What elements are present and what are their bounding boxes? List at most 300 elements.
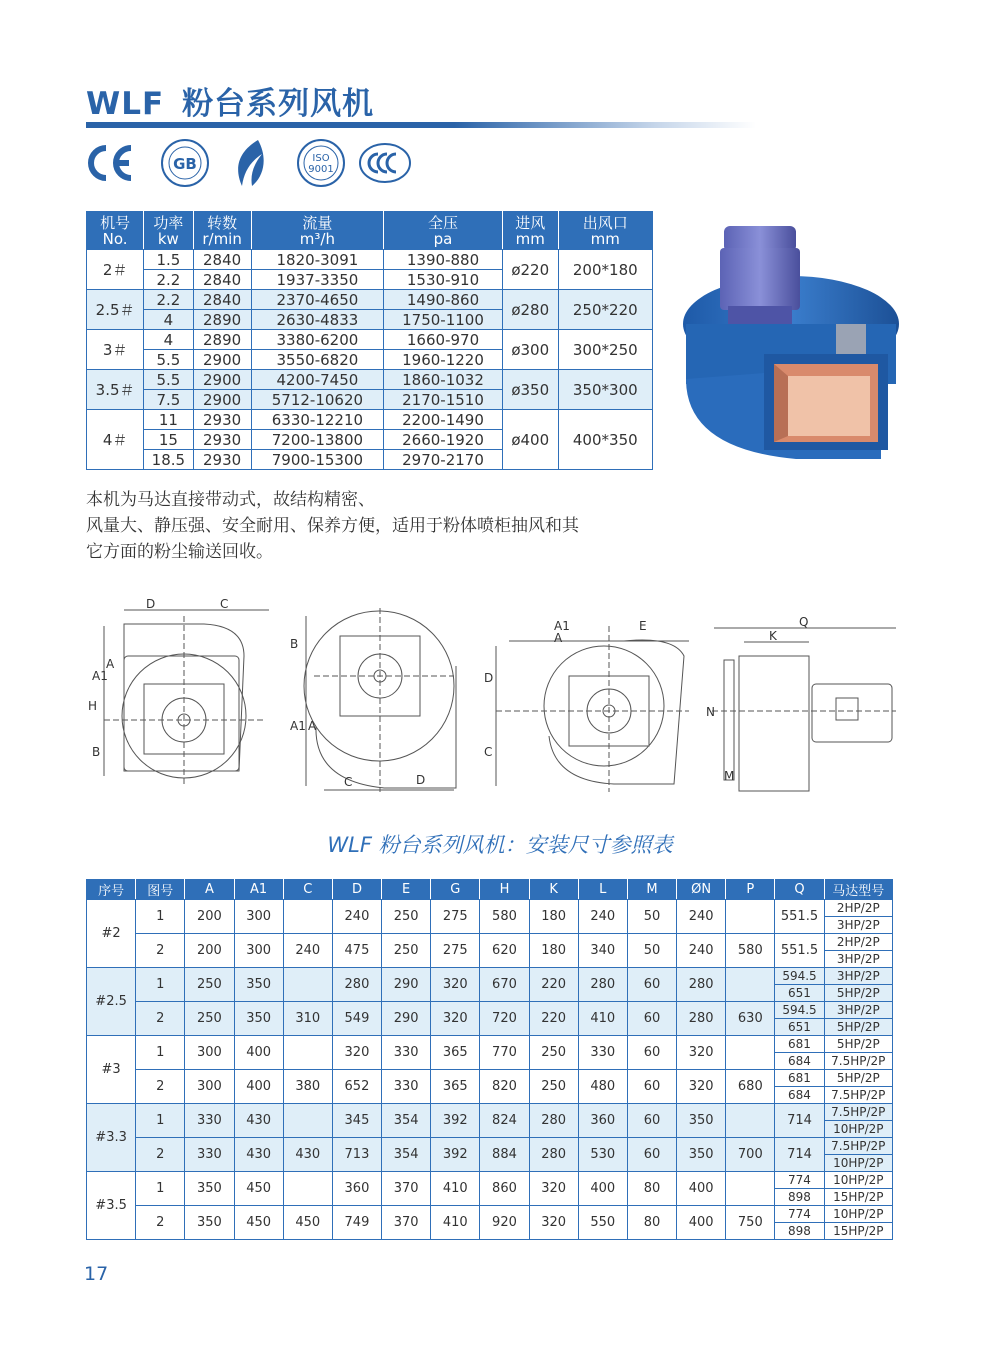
dimension-cell: 250 (382, 900, 431, 934)
dims-column-header: 马达型号 (824, 880, 892, 900)
dimension-cell: 392 (431, 1104, 480, 1138)
drawing-label: H (88, 699, 98, 713)
drawing-label: A (106, 657, 115, 671)
dimension-cell: 400 (234, 1036, 283, 1070)
product-description (86, 487, 686, 565)
spec-row (87, 290, 653, 310)
drawing-label: D (416, 773, 426, 787)
motor-model-cell: 7.5HP/2P (824, 1053, 892, 1070)
dimension-cell: 770 (480, 1036, 529, 1070)
figure-number-cell: 2 (136, 1206, 185, 1240)
dimension-cell: 354 (382, 1138, 431, 1172)
spec-cell: 2200-1490 (384, 410, 503, 430)
dimension-cell: 320 (677, 1070, 726, 1104)
motor-model-cell: 15HP/2P (824, 1223, 892, 1240)
spec-cell: 4 (144, 310, 193, 330)
spec-cell: 2970-2170 (384, 450, 503, 470)
outlet-cell: 350*300 (558, 370, 652, 410)
spec-cell: 7.5 (144, 390, 193, 410)
dimension-cell: 240 (677, 900, 726, 934)
gb-standard-icon (160, 138, 210, 188)
spec-cell: 4 (144, 330, 193, 350)
dimension-cell (283, 900, 332, 934)
drawing-label: A1 (290, 719, 306, 733)
dimension-cell: 280 (578, 968, 627, 1002)
spec-cell: 1490-860 (384, 290, 503, 310)
drawing-label: Q (799, 615, 809, 629)
header-line: 出风口 (582, 213, 628, 232)
dims-column-header: L (578, 880, 627, 900)
spec-cell: 2900 (193, 350, 251, 370)
drawing-label: B (290, 637, 299, 651)
header-line: 机号 (100, 213, 131, 232)
svg-text:GB: GB (173, 155, 197, 173)
motor-model-cell: 2HP/2P (824, 900, 892, 917)
dims-row (87, 900, 893, 917)
drawing-label: C (484, 745, 493, 759)
dimension-cell: 275 (431, 934, 480, 968)
dimension-cell: 680 (726, 1070, 775, 1104)
spec-row (87, 330, 653, 350)
figure-number-cell: 1 (136, 900, 185, 934)
dimension-cell: 280 (677, 1002, 726, 1036)
dimension-cell: 80 (627, 1172, 676, 1206)
spec-cell: 5.5 (144, 370, 193, 390)
dimension-cell: 60 (627, 1138, 676, 1172)
iso9001-icon (296, 138, 346, 188)
dimension-cell: 400 (677, 1206, 726, 1240)
spec-cell: 2840 (193, 270, 251, 290)
drawing-label: D (484, 671, 494, 685)
inlet-cell: ø300 (502, 330, 558, 370)
dimension-cell: 350 (185, 1206, 234, 1240)
dimension-cell: 320 (529, 1206, 578, 1240)
dimension-cell: 200 (185, 934, 234, 968)
dimension-cell: 450 (283, 1206, 332, 1240)
spec-cell: 7200-13800 (251, 430, 383, 450)
q-dimension-cell: 898 (775, 1223, 824, 1240)
spec-cell: 5.5 (144, 350, 193, 370)
inlet-cell: ø350 (502, 370, 558, 410)
q-dimension-cell: 681 (775, 1070, 824, 1087)
figure-number-cell: 2 (136, 1002, 185, 1036)
drawing-label: B (92, 745, 101, 759)
dimension-cell: 450 (234, 1206, 283, 1240)
dimension-cell: 290 (382, 1002, 431, 1036)
dimension-cell: 320 (431, 1002, 480, 1036)
spec-cell: 4200-7450 (251, 370, 383, 390)
dims-row (87, 1104, 893, 1121)
page-title (86, 78, 374, 123)
dimension-cell: 280 (529, 1138, 578, 1172)
dimension-cell: 330 (578, 1036, 627, 1070)
dimension-cell: 860 (480, 1172, 529, 1206)
q-dimension-cell: 594.5 (775, 1002, 824, 1019)
q-dimension-cell: 684 (775, 1053, 824, 1070)
dimension-cell: 60 (627, 1104, 676, 1138)
dimension-cell: 365 (431, 1036, 480, 1070)
dimension-cell: 450 (234, 1172, 283, 1206)
spec-row (87, 410, 653, 430)
dimension-cell: 410 (578, 1002, 627, 1036)
dimension-cell: 180 (529, 900, 578, 934)
spec-cell: 2370-4650 (251, 290, 383, 310)
outlet-cell: 300*250 (558, 330, 652, 370)
dimension-cell: 350 (185, 1172, 234, 1206)
drawing-label: A (554, 631, 563, 645)
header-unit: mm (515, 229, 545, 248)
dimension-cell: 300 (185, 1070, 234, 1104)
dimension-cell: 330 (382, 1036, 431, 1070)
description-line: 本机为马达直接带动式，故结构精密、 (86, 490, 375, 510)
dimension-cell: 370 (382, 1206, 431, 1240)
dims-group (87, 1104, 893, 1172)
dims-column-header: H (480, 880, 529, 900)
motor-model-cell: 5HP/2P (824, 1036, 892, 1053)
motor-model-cell: 5HP/2P (824, 1019, 892, 1036)
q-dimension-cell: 551.5 (775, 900, 824, 934)
energy-saving-icon (228, 138, 272, 188)
motor-model-cell: 2HP/2P (824, 934, 892, 951)
spec-column-header (144, 212, 193, 250)
dims-group (87, 1172, 893, 1240)
header-unit: No. (102, 229, 128, 248)
spec-cell: 2660-1920 (384, 430, 503, 450)
dimension-cell: 240 (283, 934, 332, 968)
dimension-table-title: WLF 粉台系列风机：安装尺寸参照表 (327, 833, 673, 857)
dims-row (87, 1036, 893, 1053)
spec-row (87, 370, 653, 390)
spec-column-header (87, 212, 144, 250)
dimension-cell: 720 (480, 1002, 529, 1036)
dimension-cell: 430 (234, 1138, 283, 1172)
dimension-cell: 620 (480, 934, 529, 968)
q-dimension-cell: 714 (775, 1138, 824, 1172)
dims-row (87, 934, 893, 951)
header-line: 进风 (515, 213, 546, 232)
dimension-cell: 300 (185, 1036, 234, 1070)
motor-model-cell: 10HP/2P (824, 1155, 892, 1172)
header-unit: pa (433, 229, 453, 248)
spec-cell: 1960-1220 (384, 350, 503, 370)
spec-cell: 1.5 (144, 250, 193, 270)
title-code: WLF (86, 86, 165, 122)
title-text: 粉台系列风机 (182, 86, 375, 122)
spec-cell: 18.5 (144, 450, 193, 470)
dimension-cell: 275 (431, 900, 480, 934)
dimension-cell: 310 (283, 1002, 332, 1036)
spec-cell: 2.2 (144, 270, 193, 290)
dimension-cell: 884 (480, 1138, 529, 1172)
spec-cell: 2900 (193, 390, 251, 410)
drawing-label: D (146, 597, 156, 611)
spec-cell: 11 (144, 410, 193, 430)
inlet-cell: ø280 (502, 290, 558, 330)
dimension-cell: 350 (677, 1138, 726, 1172)
dimension-cell: 549 (332, 1002, 381, 1036)
svg-text:9001: 9001 (308, 164, 334, 175)
spec-cell: 2630-4833 (251, 310, 383, 330)
q-dimension-cell: 774 (775, 1206, 824, 1223)
dims-column-header: ØN (677, 880, 726, 900)
figure-number-cell: 1 (136, 968, 185, 1002)
series-number-cell: #3.3 (87, 1104, 136, 1172)
spec-column-header (251, 212, 383, 250)
dimension-cell: 350 (234, 968, 283, 1002)
motor-model-cell: 5HP/2P (824, 1070, 892, 1087)
model-number-cell: 2.5＃ (87, 290, 144, 330)
dims-row (87, 1070, 893, 1087)
dimension-cell: 50 (627, 900, 676, 934)
dimension-cell: 350 (234, 1002, 283, 1036)
dimension-cell: 250 (185, 968, 234, 1002)
header-line: 转数 (207, 213, 238, 232)
dimension-cell: 370 (382, 1172, 431, 1206)
dimension-cell: 60 (627, 968, 676, 1002)
dimension-cell: 430 (283, 1138, 332, 1172)
dims-column-header: Q (775, 880, 824, 900)
model-number-cell: 3.5＃ (87, 370, 144, 410)
title-underline (86, 122, 756, 128)
dimension-cell: 280 (332, 968, 381, 1002)
spec-table (86, 211, 653, 470)
dimension-cell (726, 900, 775, 934)
description-line: 它方面的粉尘输送回收。 (86, 542, 273, 562)
header-line: 流量 (302, 213, 333, 232)
spec-cell: 1660-970 (384, 330, 503, 350)
dimension-cell (726, 1036, 775, 1070)
dims-column-header: C (283, 880, 332, 900)
dimension-cell: 330 (185, 1138, 234, 1172)
spec-cell: 15 (144, 430, 193, 450)
motor-model-cell: 3HP/2P (824, 951, 892, 968)
dimension-cell: 60 (627, 1070, 676, 1104)
drawing-front-view-1 (88, 597, 269, 786)
spec-cell: 2900 (193, 370, 251, 390)
spec-cell: 1530-910 (384, 270, 503, 290)
dimension-cell (283, 968, 332, 1002)
dimension-cell: 380 (283, 1070, 332, 1104)
motor-model-cell: 10HP/2P (824, 1206, 892, 1223)
motor-model-cell: 3HP/2P (824, 968, 892, 985)
spec-cell: 5712-10620 (251, 390, 383, 410)
dimension-cell: 350 (677, 1104, 726, 1138)
dims-column-header: A1 (234, 880, 283, 900)
dimension-cell: 250 (185, 1002, 234, 1036)
dimension-cell: 360 (332, 1172, 381, 1206)
spec-cell: 2930 (193, 450, 251, 470)
spec-column-header (193, 212, 251, 250)
outlet-cell: 200*180 (558, 250, 652, 290)
q-dimension-cell: 651 (775, 985, 824, 1002)
dimension-cell: 920 (480, 1206, 529, 1240)
dimension-cell: 400 (578, 1172, 627, 1206)
dimension-cell: 550 (578, 1206, 627, 1240)
dimension-cell: 480 (578, 1070, 627, 1104)
motor-model-cell: 7.5HP/2P (824, 1138, 892, 1155)
q-dimension-cell: 684 (775, 1087, 824, 1104)
model-number-cell: 3＃ (87, 330, 144, 370)
drawing-front-view-2 (290, 608, 456, 792)
dimension-cell: 240 (578, 900, 627, 934)
motor-model-cell: 15HP/2P (824, 1189, 892, 1206)
figure-number-cell: 1 (136, 1172, 185, 1206)
dims-column-header: G (431, 880, 480, 900)
spec-cell: 2930 (193, 430, 251, 450)
header-line: 功率 (153, 213, 184, 232)
dimension-cell: 345 (332, 1104, 381, 1138)
dimension-cell: 320 (677, 1036, 726, 1070)
drawing-label: M (724, 769, 735, 783)
dimension-cell: 824 (480, 1104, 529, 1138)
dimension-cell: 340 (578, 934, 627, 968)
dimension-cell: 820 (480, 1070, 529, 1104)
figure-number-cell: 1 (136, 1104, 185, 1138)
spec-cell: 3380-6200 (251, 330, 383, 350)
q-dimension-cell: 774 (775, 1172, 824, 1189)
dimension-cell: 300 (234, 900, 283, 934)
dimension-cell: 320 (529, 1172, 578, 1206)
dimension-cell: 365 (431, 1070, 480, 1104)
dimension-cell: 400 (677, 1172, 726, 1206)
dimension-cell: 290 (382, 968, 431, 1002)
dims-group (87, 900, 893, 968)
drawing-label: A1 (92, 669, 108, 683)
outlet-cell: 250*220 (558, 290, 652, 330)
dims-group (87, 968, 893, 1036)
dims-column-header: K (529, 880, 578, 900)
series-number-cell: #3 (87, 1036, 136, 1104)
dims-header-row (87, 880, 893, 900)
dimension-cell: 530 (578, 1138, 627, 1172)
dims-row (87, 1138, 893, 1155)
dimension-cell: 580 (726, 934, 775, 968)
spec-cell: 2170-1510 (384, 390, 503, 410)
spec-cell: 1820-3091 (251, 250, 383, 270)
header-unit: mm (590, 229, 620, 248)
q-dimension-cell: 594.5 (775, 968, 824, 985)
drawing-front-view-3 (484, 619, 689, 792)
dimension-cell (726, 1172, 775, 1206)
q-dimension-cell: 651 (775, 1019, 824, 1036)
dimension-cell: 240 (332, 900, 381, 934)
model-number-cell: 2＃ (87, 250, 144, 290)
drawing-label: C (220, 597, 229, 611)
spec-column-header (502, 212, 558, 250)
drawing-label: A1 (554, 619, 570, 633)
dims-column-header: A (185, 880, 234, 900)
dimension-cell: 354 (382, 1104, 431, 1138)
dimension-cell: 652 (332, 1070, 381, 1104)
dimension-cell: 330 (185, 1104, 234, 1138)
dimension-cell: 630 (726, 1002, 775, 1036)
spec-header-row (87, 212, 653, 250)
spec-cell: 2890 (193, 330, 251, 350)
dims-row (87, 968, 893, 985)
fan-product-image (676, 214, 906, 464)
dimension-cell: 360 (578, 1104, 627, 1138)
inlet-cell: ø220 (502, 250, 558, 290)
dimension-cell: 60 (627, 1002, 676, 1036)
spec-column-header (558, 212, 652, 250)
dimension-cell: 320 (431, 968, 480, 1002)
spec-cell: 1860-1032 (384, 370, 503, 390)
dims-column-header: D (332, 880, 381, 900)
dimension-cell: 220 (529, 1002, 578, 1036)
figure-number-cell: 2 (136, 1070, 185, 1104)
drawing-label: N (706, 705, 715, 719)
spec-cell: 1390-880 (384, 250, 503, 270)
spec-cell: 2840 (193, 290, 251, 310)
spec-cell: 2.2 (144, 290, 193, 310)
dims-column-header: 序号 (87, 880, 136, 900)
header-line: 全压 (427, 213, 458, 232)
drawing-side-view (706, 615, 896, 791)
dimension-cell: 180 (529, 934, 578, 968)
dimension-cell: 280 (529, 1104, 578, 1138)
drawing-label: A (308, 719, 317, 733)
dims-row (87, 1206, 893, 1223)
dimension-cell: 50 (627, 934, 676, 968)
dimension-cell (283, 1036, 332, 1070)
drawing-label: C (344, 775, 353, 789)
dimension-cell: 580 (480, 900, 529, 934)
dimension-cell: 700 (726, 1138, 775, 1172)
dimension-cell: 749 (332, 1206, 381, 1240)
dimension-cell: 200 (185, 900, 234, 934)
dimension-cell: 670 (480, 968, 529, 1002)
series-number-cell: #3.5 (87, 1172, 136, 1240)
series-number-cell: #2.5 (87, 968, 136, 1036)
dimension-cell: 330 (382, 1070, 431, 1104)
header-unit: r/min (202, 229, 242, 248)
model-number-cell: 4＃ (87, 410, 144, 470)
dimension-cell: 280 (677, 968, 726, 1002)
dimension-cell: 750 (726, 1206, 775, 1240)
dims-column-header: E (382, 880, 431, 900)
dimension-cell (283, 1104, 332, 1138)
dimension-cell (726, 968, 775, 1002)
description-line: 风量大、静压强、安全耐用、保养方便，适用于粉体喷柜抽风和其 (86, 516, 579, 536)
spec-cell: 3550-6820 (251, 350, 383, 370)
q-dimension-cell: 681 (775, 1036, 824, 1053)
dimension-cell (283, 1172, 332, 1206)
q-dimension-cell: 898 (775, 1189, 824, 1206)
dims-column-header: P (726, 880, 775, 900)
dimension-cell: 250 (382, 934, 431, 968)
dimension-cell: 392 (431, 1138, 480, 1172)
dimension-cell: 410 (431, 1172, 480, 1206)
dims-column-header: 图号 (136, 880, 185, 900)
motor-model-cell: 7.5HP/2P (824, 1087, 892, 1104)
dimension-cell: 250 (529, 1036, 578, 1070)
header-unit: kw (157, 229, 179, 248)
dimension-cell: 220 (529, 968, 578, 1002)
header-unit: m³/h (299, 229, 335, 248)
dims-column-header: M (627, 880, 676, 900)
page-number: 17 (84, 1263, 109, 1285)
spec-column-header (384, 212, 503, 250)
outlet-cell: 400*350 (558, 410, 652, 470)
figure-number-cell: 1 (136, 1036, 185, 1070)
dims-row (87, 1172, 893, 1189)
spec-cell: 1750-1100 (384, 310, 503, 330)
ccc-icon (358, 138, 412, 188)
dimension-table (86, 879, 893, 1240)
dimension-cell: 475 (332, 934, 381, 968)
spec-row (87, 250, 653, 270)
spec-cell: 6330-12210 (251, 410, 383, 430)
